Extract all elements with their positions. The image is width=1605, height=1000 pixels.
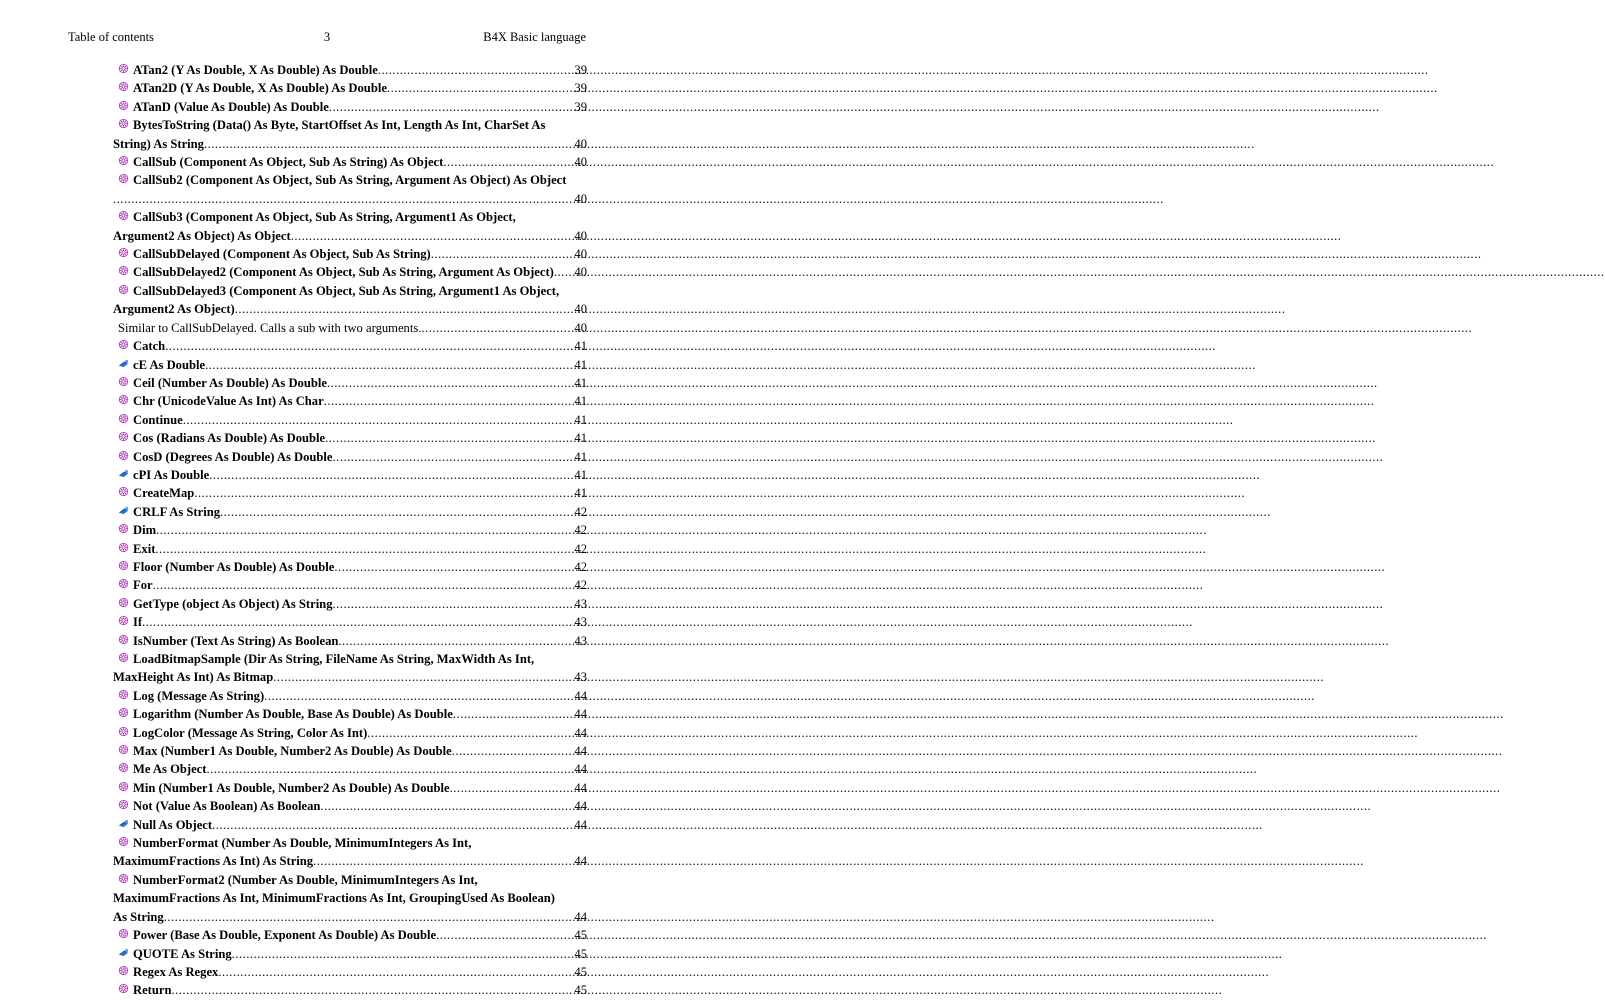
toc-entry-line xyxy=(118,392,587,410)
toc-entry[interactable] xyxy=(118,797,587,815)
toc-entry-line xyxy=(118,374,587,392)
toc-entry-continuation xyxy=(113,300,587,318)
dot-leader xyxy=(113,190,573,208)
toc-entry-line xyxy=(118,116,587,134)
dot-leader xyxy=(212,816,573,834)
toc-page-number: 39 xyxy=(574,99,587,114)
toc-entry[interactable] xyxy=(118,171,587,208)
toc-entry-line xyxy=(118,705,587,723)
toc-entry-line xyxy=(118,337,587,355)
dot-leader xyxy=(329,98,574,116)
toc-entry[interactable] xyxy=(118,816,587,834)
toc-entry[interactable] xyxy=(118,79,587,97)
toc-entry-line xyxy=(118,632,587,650)
method-icon xyxy=(118,762,129,773)
toc-page-number: 39 xyxy=(574,81,587,96)
dot-leader xyxy=(338,632,573,650)
toc-entry[interactable] xyxy=(118,411,587,429)
header-page-number: 3 xyxy=(323,30,331,44)
dot-leader xyxy=(333,595,574,613)
dot-leader xyxy=(421,319,573,337)
method-icon xyxy=(118,339,129,350)
toc-entry-text: Null As Object xyxy=(133,817,213,832)
toc-entry-line xyxy=(118,466,587,484)
toc-page-number: 41 xyxy=(574,431,587,446)
dot-leader xyxy=(232,945,574,963)
toc-entry[interactable] xyxy=(118,613,587,631)
toc-page-number: 41 xyxy=(574,467,587,482)
toc-entry[interactable] xyxy=(118,448,587,466)
toc-entry-line xyxy=(118,521,587,539)
toc-entry-text: GetType (object As Object) As String xyxy=(133,596,333,611)
toc-entry[interactable] xyxy=(113,208,587,245)
toc-page-number: 42 xyxy=(574,578,587,593)
toc-entry-line xyxy=(118,797,587,815)
method-icon xyxy=(118,210,129,221)
method-icon xyxy=(118,726,129,737)
toc-entry-line xyxy=(118,98,587,116)
toc-page-number: 45 xyxy=(574,983,587,998)
toc-page-number: 41 xyxy=(574,394,587,409)
dot-leader xyxy=(165,337,573,355)
toc-page-number: 43 xyxy=(574,670,587,685)
method-icon xyxy=(118,173,129,184)
toc-entry[interactable] xyxy=(118,484,587,502)
toc-entry-text: Return xyxy=(133,983,172,998)
method-icon xyxy=(118,707,129,718)
method-icon xyxy=(118,247,129,258)
dot-leader xyxy=(156,521,573,539)
toc-entry-text: CreateMap xyxy=(133,486,195,501)
toc-entry[interactable] xyxy=(118,263,587,281)
toc-entry-line xyxy=(118,319,587,337)
toc-entry[interactable] xyxy=(118,153,587,171)
method-icon xyxy=(118,781,129,792)
toc-entry-continuation xyxy=(113,908,587,926)
toc-entry-line xyxy=(118,760,587,778)
toc-entry-text: Max (Number1 As Double, Number2 As Double) As Double xyxy=(133,744,452,759)
toc-entry-text: Cos (Radians As Double) As Double xyxy=(133,431,326,446)
toc-entry-text: CallSubDelayed3 (Component As Object, Sub As String, Argument1 As Object, xyxy=(133,283,560,298)
toc-entry[interactable] xyxy=(113,650,587,687)
toc-entry-text: ATan2 (Y As Double, X As Double) As Double xyxy=(133,63,378,77)
method-icon xyxy=(118,523,129,534)
toc-entry-text: CallSubDelayed2 (Component As Object, Sub As String, Argument As Object) xyxy=(133,265,554,280)
toc-entry-text: Regex As Regex xyxy=(133,964,219,979)
method-icon xyxy=(118,486,129,497)
dot-leader xyxy=(205,356,573,374)
toc-page-number: 41 xyxy=(574,375,587,390)
dot-leader xyxy=(194,484,573,502)
toc-page-number: 45 xyxy=(574,928,587,943)
method-icon xyxy=(118,431,129,442)
toc-entry[interactable] xyxy=(118,392,587,410)
toc-entry[interactable] xyxy=(118,503,587,521)
toc-page-number: 40 xyxy=(574,155,587,170)
toc-entry-line xyxy=(118,742,587,760)
method-icon xyxy=(118,578,129,589)
constant-icon xyxy=(118,358,129,369)
toc-entry-line xyxy=(118,724,587,742)
header-document-title: B4X Basic language xyxy=(483,30,586,44)
toc-entry-text: ATanD (Value As Double) As Double xyxy=(133,99,329,114)
toc-entry-line xyxy=(118,834,587,852)
toc-entry-line xyxy=(118,503,587,521)
toc-page-number: 40 xyxy=(574,136,587,151)
toc-entry-continuation xyxy=(113,889,587,907)
dot-leader xyxy=(387,79,573,97)
toc-page-number: 44 xyxy=(574,688,587,703)
toc-page-number: 44 xyxy=(574,707,587,722)
method-icon xyxy=(118,81,129,92)
method-icon xyxy=(118,560,129,571)
dot-leader xyxy=(155,540,573,558)
dot-leader xyxy=(554,263,574,281)
method-icon xyxy=(118,744,129,755)
toc-entry[interactable] xyxy=(113,282,587,319)
toc-entry-text: Floor (Number As Double) As Double xyxy=(133,559,335,574)
toc-entry[interactable] xyxy=(118,687,587,705)
method-icon xyxy=(118,284,129,295)
toc-entry-line xyxy=(118,963,587,981)
toc-entry-text: Log (Message As String) xyxy=(133,688,265,703)
dot-leader xyxy=(443,153,573,171)
toc-entry-text: CRLF As String xyxy=(133,504,220,519)
toc-page-number: 44 xyxy=(574,762,587,777)
dot-leader xyxy=(153,576,574,594)
toc-entry-text: Logarithm (Number As Double, Base As Double) As Double xyxy=(133,707,453,722)
toc-page-number: 42 xyxy=(574,523,587,538)
dot-leader xyxy=(453,705,574,723)
toc-entry-text: BytesToString (Data() As Byte, StartOffset As Int, Length As Int, CharSet As xyxy=(133,118,546,133)
toc-entry-text: cE As Double xyxy=(133,357,206,372)
toc-page-number: 40 xyxy=(574,302,587,317)
toc-entry-text: Chr (UnicodeValue As Int) As Char xyxy=(133,394,324,409)
toc-page-number: 43 xyxy=(574,596,587,611)
toc-entry-text: CallSub (Component As Object, Sub As String) As Object xyxy=(133,155,444,170)
toc-entry-text: Not (Value As Boolean) As Boolean xyxy=(133,799,321,814)
dot-leader xyxy=(324,392,574,410)
method-icon xyxy=(118,376,129,387)
method-icon xyxy=(118,597,129,608)
toc-entry[interactable] xyxy=(118,98,587,116)
toc-entry-text: Dim xyxy=(133,523,157,538)
toc-page-number: 44 xyxy=(574,854,587,869)
toc-entry-line xyxy=(118,816,587,834)
toc-entry-text: CallSubDelayed (Component As Object, Sub As String) xyxy=(133,247,431,262)
dot-leader xyxy=(334,558,573,576)
toc-entry-line xyxy=(118,171,587,189)
toc-entry-line xyxy=(118,79,587,97)
header-section-title: Table of contents xyxy=(68,30,154,44)
toc-entry-text: Catch xyxy=(133,339,166,354)
toc-entry-text: Similar to CallSubDelayed. Calls a sub with two arguments. xyxy=(118,320,422,335)
toc-entry-text: LogColor (Message As String, Color As Int) xyxy=(133,725,368,740)
toc-entry[interactable] xyxy=(118,926,587,944)
constant-icon xyxy=(118,468,129,479)
toc-entry[interactable] xyxy=(118,466,587,484)
toc-entry[interactable] xyxy=(113,871,587,926)
toc-entry-text: Ceil (Number As Double) As Double xyxy=(133,375,327,390)
toc-entry[interactable] xyxy=(118,981,587,999)
toc-entry-line xyxy=(118,613,587,631)
toc-entry-continuation xyxy=(113,227,587,245)
toc-entry-line xyxy=(118,484,587,502)
dot-leader xyxy=(452,742,574,760)
toc-entry-text: IsNumber (Text As String) As Boolean xyxy=(133,633,339,648)
toc-entry[interactable] xyxy=(113,834,587,871)
toc-entry-line xyxy=(118,871,587,889)
toc-entry-text: Argument2 As Object) As Object xyxy=(113,228,291,243)
method-icon xyxy=(118,265,129,276)
toc-entry-line xyxy=(118,61,587,79)
toc-entry-line xyxy=(118,429,587,447)
method-icon xyxy=(118,799,129,810)
method-icon xyxy=(118,873,129,884)
toc-entry-text: CosD (Degrees As Double) As Double xyxy=(133,449,333,464)
toc-page-number: 40 xyxy=(574,320,587,335)
toc-entry[interactable] xyxy=(118,742,587,760)
toc-page-number: 40 xyxy=(574,191,587,206)
dot-leader xyxy=(378,61,574,79)
dot-leader xyxy=(273,668,573,686)
constant-icon xyxy=(118,505,129,516)
toc-entry[interactable] xyxy=(118,319,587,337)
toc-entry-text: Continue xyxy=(133,412,183,427)
toc-entry-text: Argument2 As Object) xyxy=(113,302,235,317)
dot-leader xyxy=(209,466,573,484)
dot-leader xyxy=(436,926,573,944)
toc-entry-continuation xyxy=(113,190,587,208)
toc-page-number: 41 xyxy=(574,486,587,501)
toc-entry-line xyxy=(118,153,587,171)
constant-icon xyxy=(118,947,129,958)
toc-entry-line xyxy=(118,411,587,429)
toc-entry-line xyxy=(118,245,587,263)
toc-entry-line xyxy=(118,558,587,576)
dot-leader xyxy=(367,724,573,742)
dot-leader xyxy=(325,429,573,447)
toc-entry[interactable] xyxy=(118,705,587,723)
toc-page-number: 42 xyxy=(574,541,587,556)
toc-entry-line xyxy=(118,263,587,281)
page-header xyxy=(68,30,586,48)
toc-entry-line xyxy=(118,540,587,558)
method-icon xyxy=(118,155,129,166)
toc-entry-line xyxy=(118,595,587,613)
toc-entry-text: MaximumFractions As Int, MinimumFractions As Int, GroupingUsed As Boolean) xyxy=(113,891,555,906)
dot-leader xyxy=(320,797,573,815)
toc-entry[interactable] xyxy=(118,356,587,374)
toc-entry-text: For xyxy=(133,578,153,593)
method-icon xyxy=(118,836,129,847)
dot-leader xyxy=(218,963,573,981)
toc-entry-text: LoadBitmapSample (Dir As String, FileName As String, MaxWidth As Int, xyxy=(133,652,535,666)
toc-entry-line xyxy=(118,282,587,300)
method-icon xyxy=(118,652,129,663)
toc-entry-text: CallSub2 (Component As Object, Sub As String, Argument As Object) As Object xyxy=(133,173,567,188)
toc-page-number: 43 xyxy=(574,615,587,630)
toc-page-number: 40 xyxy=(574,265,587,280)
toc-entry[interactable] xyxy=(118,963,587,981)
toc-entry-text: MaxHeight As Int) As Bitmap xyxy=(113,670,274,685)
toc-page-number: 41 xyxy=(574,339,587,354)
toc-entry[interactable] xyxy=(118,61,587,79)
toc-entry-text: ATan2D (Y As Double, X As Double) As Double xyxy=(133,81,387,96)
toc-page-number: 44 xyxy=(574,817,587,832)
toc-entry[interactable] xyxy=(118,374,587,392)
dot-leader xyxy=(164,908,574,926)
dot-leader xyxy=(431,245,574,263)
dot-leader xyxy=(313,852,573,870)
toc-entry-text: QUOTE As String xyxy=(133,946,232,961)
toc-page-number: 44 xyxy=(574,909,587,924)
toc-page-number: 44 xyxy=(574,725,587,740)
toc-entry-text: If xyxy=(133,615,143,630)
method-icon xyxy=(118,928,129,939)
toc-entry-text: Min (Number1 As Double, Number2 As Double) As Double xyxy=(133,780,450,795)
toc-page-number: 41 xyxy=(574,357,587,372)
toc-entry-line xyxy=(118,650,587,668)
method-icon xyxy=(118,542,129,553)
toc-entry[interactable] xyxy=(118,724,587,742)
toc-entry-continuation xyxy=(113,668,587,686)
toc-page-number: 43 xyxy=(574,633,587,648)
toc-page-number: 44 xyxy=(574,744,587,759)
dot-leader xyxy=(450,779,574,797)
toc-entry[interactable] xyxy=(118,576,587,594)
toc-entry[interactable] xyxy=(118,632,587,650)
toc-entry[interactable] xyxy=(118,429,587,447)
table-of-contents xyxy=(113,61,587,1000)
toc-entry-text: CallSub3 (Component As Object, Sub As String, Argument1 As Object, xyxy=(133,210,516,225)
toc-entry-continuation xyxy=(113,135,587,153)
dot-leader xyxy=(204,135,573,153)
toc-entry[interactable] xyxy=(118,540,587,558)
dot-leader xyxy=(333,448,574,466)
toc-page-number: 42 xyxy=(574,504,587,519)
dot-leader xyxy=(183,411,574,429)
toc-entry-line xyxy=(118,448,587,466)
method-icon xyxy=(118,615,129,626)
toc-entry-line xyxy=(118,981,587,999)
dot-leader xyxy=(220,503,573,521)
toc-entry-line xyxy=(118,208,587,226)
toc-entry-text: NumberFormat2 (Number As Double, MinimumIntegers As Int, xyxy=(133,872,478,887)
toc-page-number: 42 xyxy=(574,559,587,574)
method-icon xyxy=(118,63,129,74)
toc-entry-text: String) As String xyxy=(113,136,204,151)
toc-entry-text: Me As Object xyxy=(133,762,207,777)
toc-page-number: 45 xyxy=(574,964,587,979)
dot-leader xyxy=(327,374,573,392)
toc-entry[interactable] xyxy=(118,521,587,539)
constant-icon xyxy=(118,818,129,829)
dot-leader xyxy=(235,300,574,318)
toc-entry-line xyxy=(118,356,587,374)
toc-page-number: 44 xyxy=(574,780,587,795)
toc-entry[interactable] xyxy=(118,337,587,355)
toc-entry-text: Power (Base As Double, Exponent As Double) As Double xyxy=(133,928,437,943)
toc-entry[interactable] xyxy=(118,595,587,613)
method-icon xyxy=(118,413,129,424)
toc-entry-line xyxy=(118,576,587,594)
toc-entry-line xyxy=(118,687,587,705)
method-icon xyxy=(118,394,129,405)
toc-entry[interactable] xyxy=(118,945,587,963)
toc-page-number: 45 xyxy=(574,946,587,961)
toc-entry[interactable] xyxy=(113,116,587,153)
toc-entry-line xyxy=(118,926,587,944)
toc-entry-line xyxy=(118,945,587,963)
toc-entry-text: MaximumFractions As Int) As String xyxy=(113,854,314,869)
toc-page-number: 40 xyxy=(574,247,587,262)
method-icon xyxy=(118,450,129,461)
dot-leader xyxy=(291,227,574,245)
method-icon xyxy=(118,634,129,645)
toc-page-number: 41 xyxy=(574,449,587,464)
toc-entry[interactable] xyxy=(118,760,587,778)
toc-entry[interactable] xyxy=(118,779,587,797)
toc-page-number: 40 xyxy=(574,228,587,243)
toc-entry-line xyxy=(118,779,587,797)
method-icon xyxy=(118,983,129,994)
toc-entry-text: cPI As Double xyxy=(133,467,210,482)
toc-entry-text: Exit xyxy=(133,541,156,556)
dot-leader xyxy=(171,981,573,999)
toc-entry[interactable] xyxy=(118,245,587,263)
toc-entry-text: NumberFormat (Number As Double, MinimumIntegers As Int, xyxy=(133,836,472,851)
toc-entry-continuation xyxy=(113,852,587,870)
toc-page-number: 39 xyxy=(574,63,587,77)
method-icon xyxy=(118,100,129,111)
method-icon xyxy=(118,118,129,129)
method-icon xyxy=(118,965,129,976)
dot-leader xyxy=(206,760,573,778)
toc-page-number: 41 xyxy=(574,412,587,427)
toc-entry[interactable] xyxy=(118,558,587,576)
toc-entry-text: As String xyxy=(113,909,164,924)
toc-page-number: 44 xyxy=(574,799,587,814)
dot-leader xyxy=(264,687,573,705)
method-icon xyxy=(118,689,129,700)
dot-leader xyxy=(142,613,573,631)
